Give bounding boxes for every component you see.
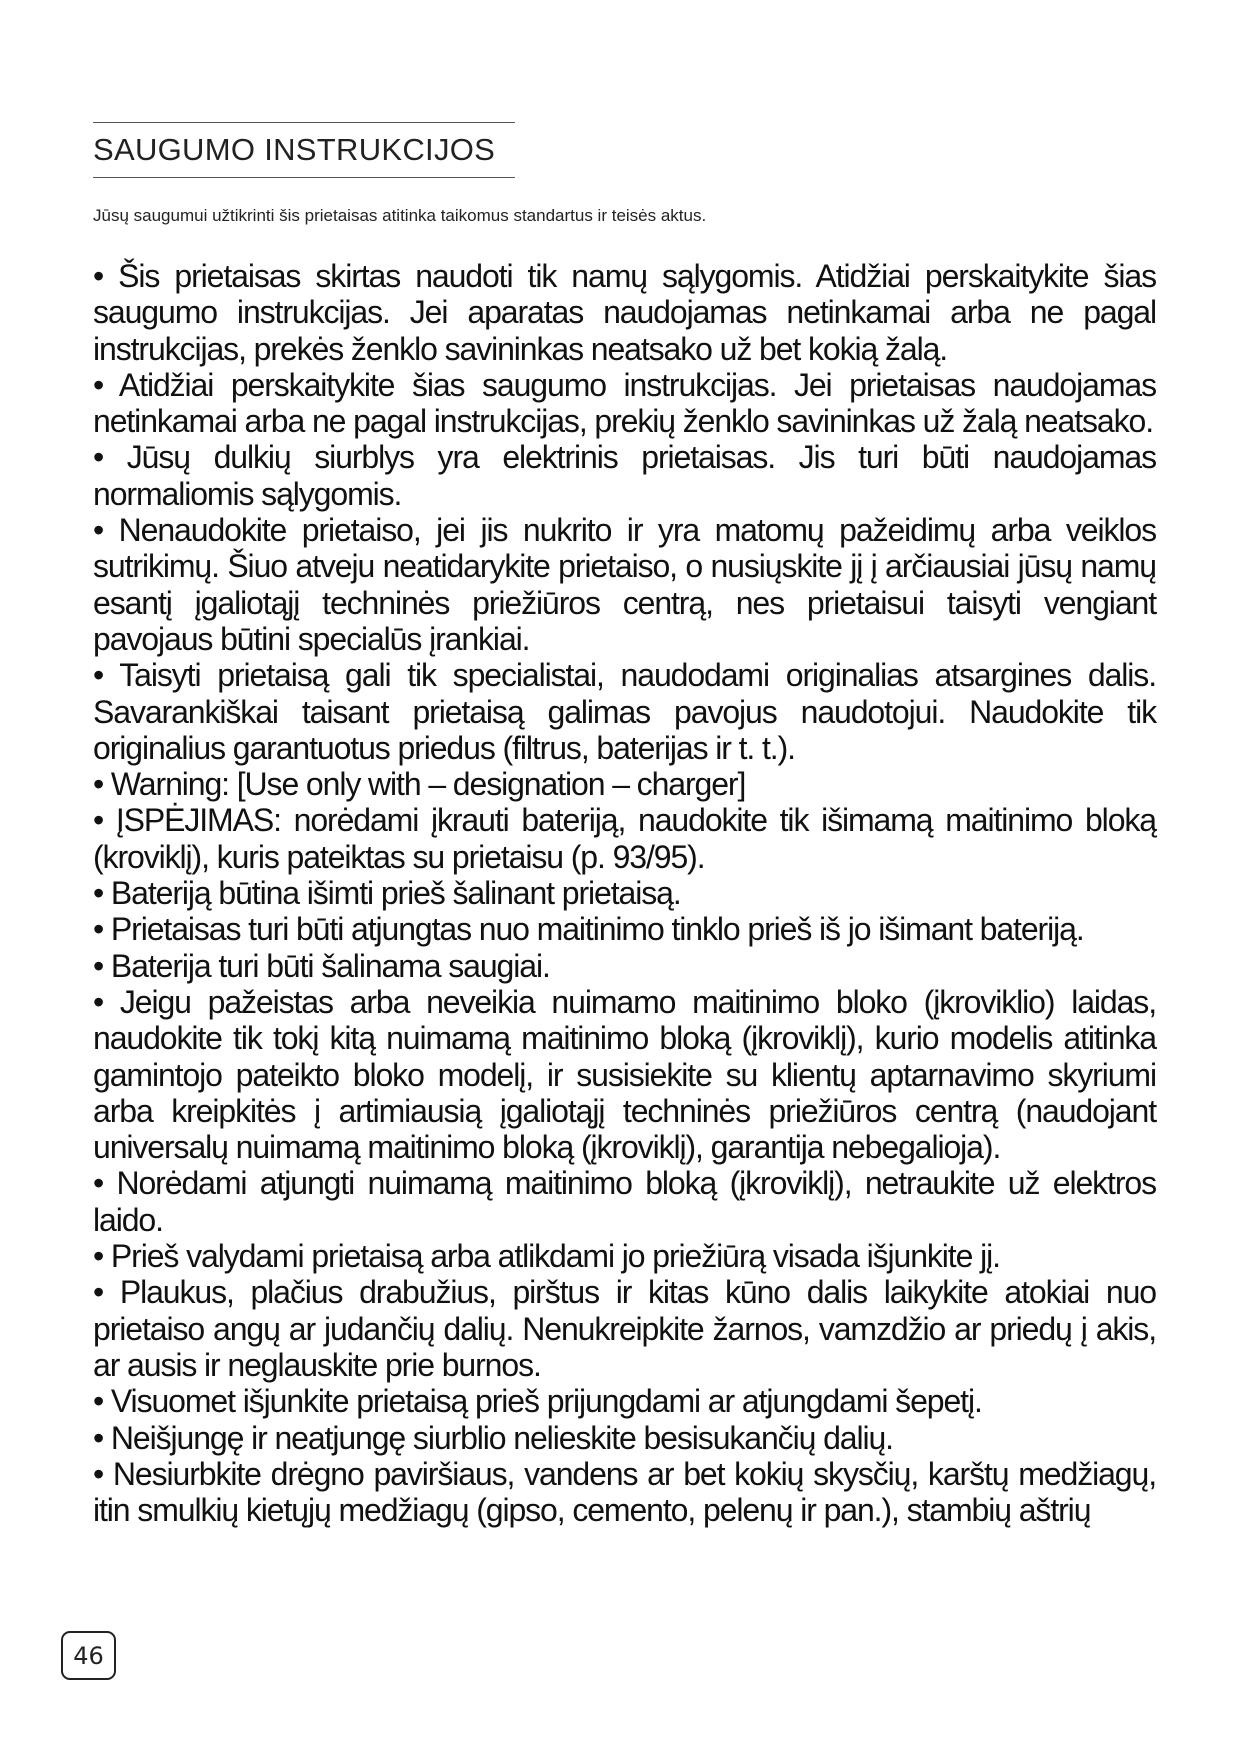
instruction-paragraph: • Plaukus, plačius drabužius, pirštus ir kitas kūno dalis laikykite atokiai nuo prietaiso angų ar judančių dalių. Nenukreipkite žarnos, vamzdžio ar priedų į akis, ar ausis ir neglauskite prie burnos. bbox=[93, 1274, 1156, 1383]
instruction-paragraph: • Nesiurbkite drėgno paviršiaus, vandens ar bet kokių skysčių, karštų medžiagų, itin smulkių kietųjų medžiagų (gipso, cemento, pelenų ir pan.), stambių aštrių bbox=[93, 1455, 1156, 1529]
section-header bbox=[93, 122, 515, 178]
instruction-paragraph: • Norėdami atjungti nuimamą maitinimo bloką (įkroviklį), netraukite už elektros laido. bbox=[93, 1165, 1156, 1238]
instruction-paragraph: • ĮSPĖJIMAS: norėdami įkrauti bateriją, naudokite tik išimamą maitinimo bloką (kroviklį), kuris pateiktas su prietaisu (p. 93/95). bbox=[93, 802, 1156, 875]
instruction-paragraph: • Taisyti prietaisą gali tik specialistai, naudodami originalias atsargines dalis. Savarankiškai taisant prietaisą galimas pavojus naudotojui. Naudokite tik originalius garantuotus priedus (filtrus, baterijas ir t. t.). bbox=[93, 657, 1156, 766]
instruction-paragraph: • Visuomet išjunkite prietaisą prieš prijungdami ar atjungdami šepetį. bbox=[93, 1383, 982, 1420]
instruction-paragraph: • Nenaudokite prietaiso, jei jis nukrito ir yra matomų pažeidimų arba veiklos sutrikimų. Šiuo atveju neatidarykite prietaiso, o nusiųskite jį į arčiausiai jūsų namų esantį įgaliotąjį techninės priežiūros centrą, nes prietaisui taisyti vengiant pavojaus būtini specialūs įrankiai. bbox=[93, 512, 1156, 657]
page-number-badge bbox=[61, 1631, 116, 1680]
section-title: SAUGUMO INSTRUKCIJOS bbox=[93, 132, 496, 167]
instruction-paragraph: • Jūsų dulkių siurblys yra elektrinis prietaisas. Jis turi būti naudojamas normaliomis sąlygomis. bbox=[93, 439, 1156, 512]
instruction-paragraph: • Bateriją būtina išimti prieš šalinant prietaisą. bbox=[93, 875, 681, 912]
instruction-paragraph: • Prieš valydami prietaisą arba atlikdami jo priežiūrą visada išjunkite jį. bbox=[93, 1238, 1000, 1275]
instruction-paragraph: • Šis prietaisas skirtas naudoti tik namų sąlygomis. Atidžiai perskaitykite šias saugumo instrukcijas. Jei aparatas naudojamas netinkamai arba ne pagal instrukcijas, prekės ženklo savininkas neatsako už bet kokią žalą. bbox=[93, 258, 1156, 367]
instruction-paragraph: • Warning: [Use only with – designation – charger] bbox=[93, 766, 746, 803]
instruction-paragraph: • Baterija turi būti šalinama saugiai. bbox=[93, 947, 550, 984]
intro-text: Jūsų saugumui užtikrinti šis prietaisas atitinka taikomus standartus ir teisės aktus. bbox=[93, 206, 707, 225]
instruction-paragraph: • Atidžiai perskaitykite šias saugumo instrukcijas. Jei prietaisas naudojamas netinkamai arba ne pagal instrukcijas, prekių ženklo savininkas už žalą neatsako. bbox=[93, 366, 1156, 440]
page-number: 46 bbox=[73, 1641, 104, 1670]
instruction-paragraph: • Neišjungę ir neatjungę siurblio nelieskite besisukančių dalių. bbox=[93, 1419, 893, 1456]
instruction-paragraph: • Jeigu pažeistas arba neveikia nuimamo maitinimo bloko (įkroviklio) laidas, naudokite tik tokį kitą nuimamą maitinimo bloką (įkroviklį), kurio modelis atitinka gamintojo pateikto bloko modelį, ir susisiekite su klientų aptarnavimo skyriumi arba kreipkitės į artimiausią įgaliotąjį techninės priežiūros centrą (naudojant universalų nuimamą maitinimo bloką (įkroviklį), garantija nebegalioja). bbox=[93, 983, 1156, 1166]
instruction-paragraph: • Prietaisas turi būti atjungtas nuo maitinimo tinklo prieš iš jo išimant bateriją. bbox=[93, 911, 1084, 948]
instructions-body bbox=[93, 258, 1156, 1528]
